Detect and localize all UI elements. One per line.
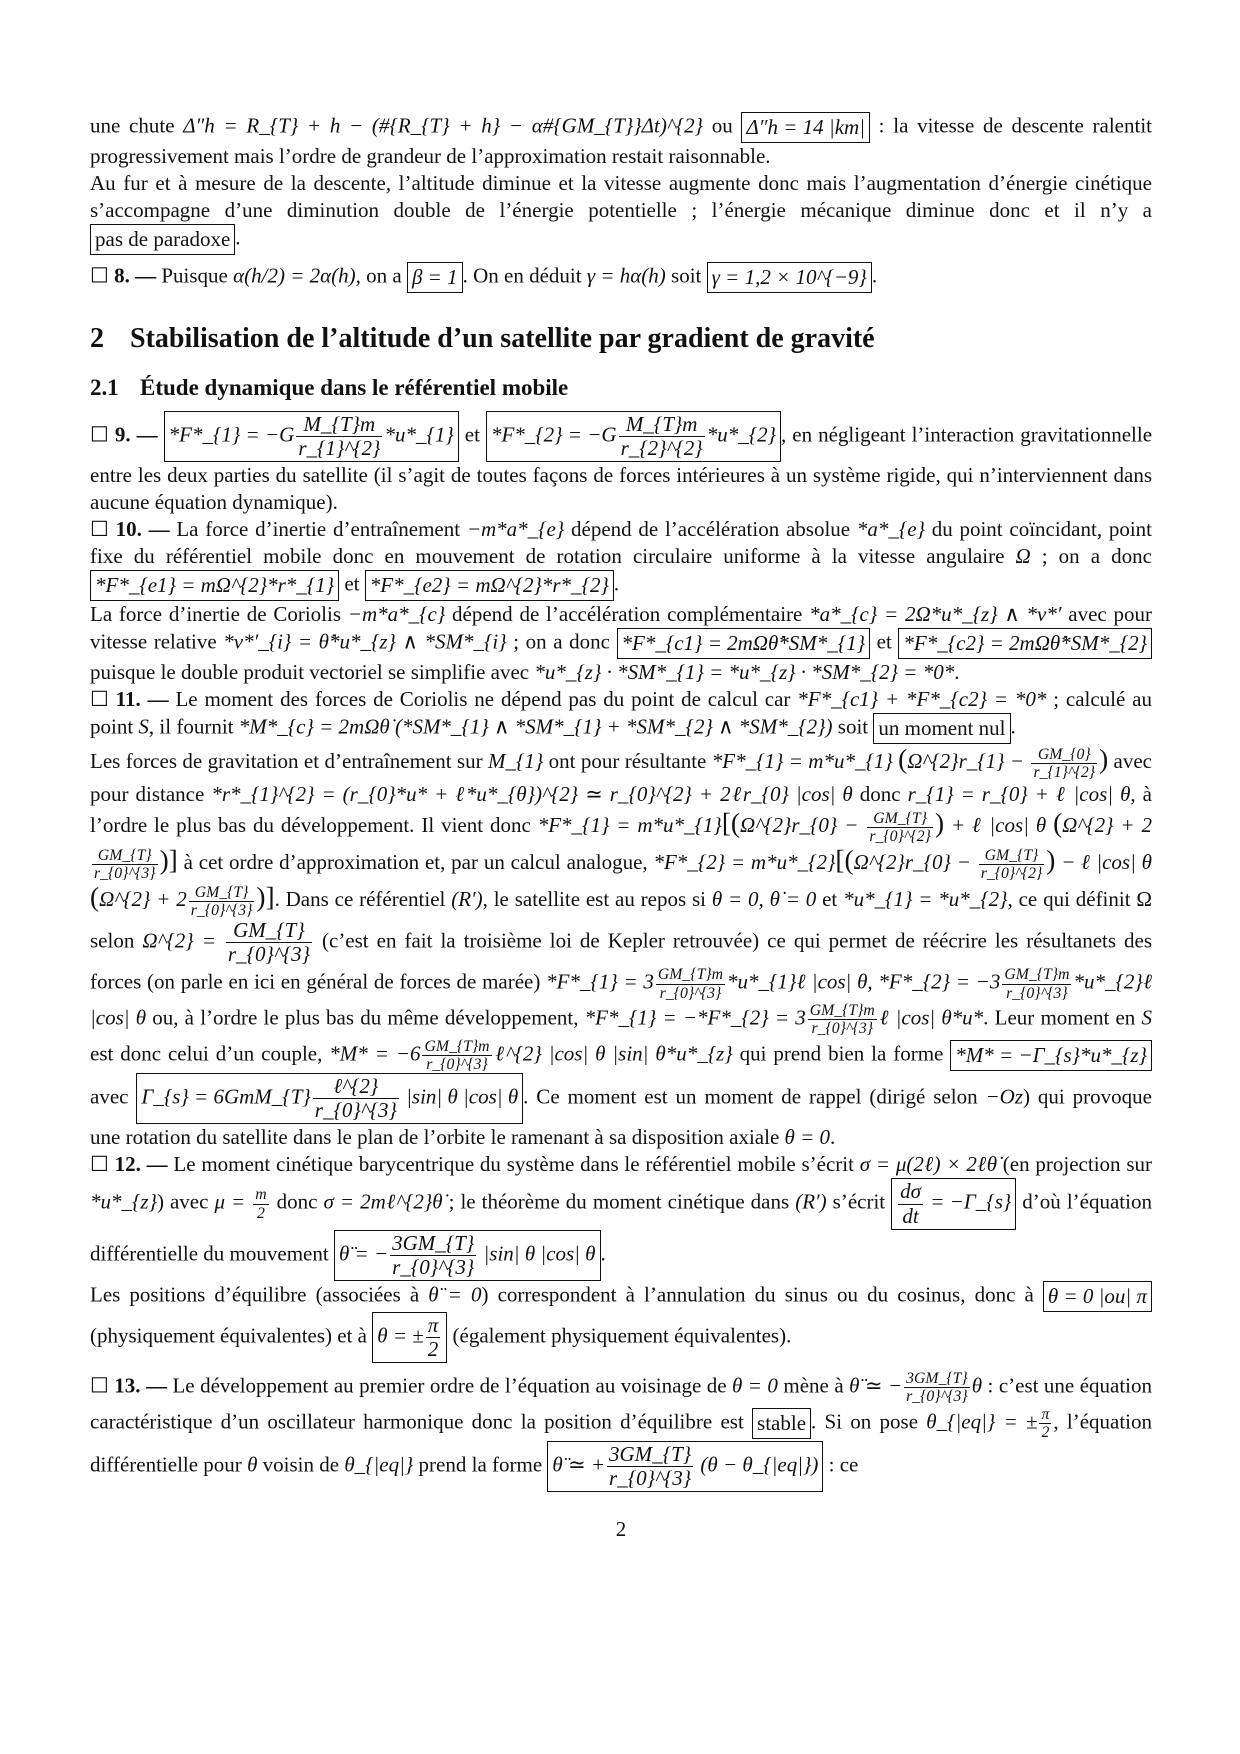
- math-expression: σ = μ(2ℓ) × 2ℓθ̇: [859, 1152, 998, 1177]
- math-expression: Γ_{s} = 6GmM_{T}: [141, 1084, 311, 1109]
- math-expression: Ω^{2} =: [142, 928, 224, 953]
- text-run: Les positions d’équilibre (associées à: [90, 1282, 429, 1307]
- fraction: [656, 966, 725, 1002]
- question-number: 9. —: [114, 422, 158, 447]
- text-run: : c’est une équation caractéristique d’un oscillateur harmonique donc la position d’équilibre est: [90, 1373, 1153, 1434]
- fraction-denominator: r_{0}^{3}: [609, 1466, 692, 1491]
- text-run: soit: [832, 714, 874, 739]
- fraction-denominator: r_{0}^{3}: [659, 984, 722, 1002]
- text-run: , ce qui définit Ω selon: [90, 887, 1153, 953]
- paragraph: [90, 262, 1152, 293]
- page-number: 2: [615, 1517, 627, 1542]
- text-run: , il fournit: [148, 714, 239, 739]
- text-run: . Leur moment en: [983, 1005, 1142, 1030]
- fraction-numerator: GM_{T}m: [809, 1002, 875, 1019]
- text-run: ; le théorème du moment cinétique dans: [442, 1189, 796, 1214]
- boxed-result: [136, 1073, 523, 1124]
- math-expression: ℓ |cos| θ*u*: [878, 1005, 984, 1030]
- fraction: [867, 810, 933, 846]
- math-expression: *a*_{c} = 2Ω*u*_{z} ∧ *v*′: [809, 602, 1062, 627]
- large-delimiter: ): [1046, 845, 1056, 876]
- boxed-result: [372, 1312, 447, 1363]
- text-run: ☐: [90, 517, 116, 542]
- math-expression: − ℓ |cos| θ: [1055, 850, 1153, 875]
- text-run: .: [1010, 714, 1016, 739]
- answers-section-2: [90, 411, 1152, 1492]
- math-expression: *F*_{2} = m*u*_{2}: [653, 850, 836, 875]
- fraction: [422, 1038, 491, 1074]
- text-run: , l’équation différentielle pour: [90, 1409, 1153, 1477]
- fraction: [898, 1180, 923, 1227]
- large-delimiter: )]: [159, 845, 178, 876]
- math-expression: r_{1} = r_{0} + ℓ |cos| θ: [907, 782, 1131, 807]
- math-expression: (R′): [451, 887, 483, 912]
- text-run: et: [870, 629, 899, 654]
- math-expression: S: [1141, 1005, 1152, 1030]
- text-run: voisin de: [257, 1452, 345, 1477]
- text-run: La force d’inertie d’entraînement: [169, 517, 467, 542]
- math-expression: Δ″h = 14 |km|: [746, 115, 865, 139]
- text-run: dépend de l’accélération complémentaire: [445, 602, 810, 627]
- math-expression: σ = 2mℓ^{2}θ̇: [323, 1189, 443, 1214]
- math-expression: θ̈ = 0: [428, 1282, 482, 1307]
- boxed-result: [547, 1441, 823, 1492]
- math-expression: *M*_{c} = 2mΩθ̇ (*SM*_{1} ∧ *SM*_{1} + *SM*_{2} ∧ *SM*_{2}): [238, 714, 833, 739]
- boxed-result: [90, 224, 235, 255]
- large-delimiter: (: [898, 744, 908, 775]
- fraction-numerator: M_{T}m: [296, 413, 382, 437]
- paragraph: [90, 1370, 1152, 1492]
- math-expression: β = 1: [411, 265, 458, 289]
- paragraph: [90, 170, 1152, 255]
- fraction-numerator: π: [1041, 1405, 1050, 1423]
- math-expression: |sin| θ |cos| θ: [400, 1084, 519, 1109]
- fraction-numerator: 3GM_{T}: [392, 1230, 475, 1255]
- math-expression: *F*_{1} = 3: [546, 970, 654, 994]
- text-run: .: [600, 1241, 606, 1266]
- subsection-title: Étude dynamique dans le référentiel mobile: [140, 375, 569, 400]
- text-run: ; calculé au point: [90, 687, 1152, 739]
- text-run: puisque le double produit vectoriel se simplifie avec: [90, 660, 535, 685]
- text-run: La force d’inertie de Coriolis: [90, 602, 348, 627]
- boxed-result: [741, 112, 870, 143]
- paragraph: [90, 112, 1152, 170]
- fraction-numerator: GM_{T}: [189, 884, 255, 902]
- subsection-number: 2.1: [90, 375, 119, 400]
- text-run: et: [339, 571, 365, 596]
- boxed-result: [334, 1230, 601, 1281]
- text-run: (c’est en fait la troisième loi de Kepler retrouvée) ce qui permet de réécrire les résultanets des forces (on parle en ici en général de forces de marée): [90, 928, 1153, 994]
- fraction-numerator: M_{T}m: [619, 413, 705, 437]
- math-expression: −m*a*_{c}: [347, 602, 446, 627]
- math-expression: *F*_{c1} = 2mΩθ̇*SM*_{1}: [621, 631, 866, 656]
- previous-answers: [90, 112, 1152, 293]
- text-run: à cet ordre d’approximation et, par un calcul analogue,: [177, 850, 654, 875]
- math-expression: θ = 0 |ou| π: [1047, 1283, 1147, 1308]
- fraction-numerator: π: [427, 1312, 439, 1337]
- math-expression: *v*′_{i} = θ̇*u*_{z} ∧ *SM*_{i}: [223, 629, 507, 654]
- large-delimiter: (: [90, 882, 100, 913]
- large-delimiter: ): [1099, 744, 1109, 775]
- text-run: s’écrit: [826, 1189, 892, 1214]
- text-run: (physiquement équivalentes) et à: [90, 1323, 373, 1348]
- question-number: 8. —: [114, 263, 157, 288]
- large-delimiter: )]: [256, 882, 275, 913]
- fraction: [979, 847, 1045, 883]
- fraction-numerator: m: [255, 1186, 267, 1204]
- math-expression: = −Γ_{s}: [925, 1189, 1012, 1214]
- text-run: ; on a donc: [1030, 544, 1152, 569]
- text-run: soit: [665, 263, 707, 288]
- math-expression: θ̈ = −: [338, 1241, 389, 1266]
- text-run: avec: [90, 1084, 137, 1109]
- fraction-denominator: 2: [257, 1204, 265, 1222]
- text-run: donc: [270, 1189, 324, 1214]
- text-run: donc: [852, 782, 908, 807]
- fraction: [296, 413, 382, 460]
- text-run: (également physiquement équivalentes).: [447, 1323, 792, 1348]
- fraction-denominator: dt: [902, 1203, 919, 1228]
- math-expression: Ω^{2}r_{1} −: [907, 749, 1030, 774]
- text-run: .: [954, 660, 960, 685]
- text-run: avec pour vitesse relative: [90, 602, 1152, 654]
- math-expression: *F*_{1} = −*F*_{2} = 3: [584, 1005, 806, 1030]
- fraction-numerator: GM_{T}: [867, 810, 933, 828]
- math-expression: Δ″h = R_{T} + h − (#{R_{T} + h} − α#{GM_{T}}Δt)^{2}: [183, 113, 703, 138]
- question-number: 13. —: [114, 1373, 168, 1398]
- fraction: [1031, 746, 1097, 782]
- boxed-result: [950, 1040, 1152, 1071]
- fraction-numerator: ℓ^{2}: [313, 1075, 399, 1099]
- math-expression: *u*_{2}ℓ |cos| θ: [90, 970, 1152, 1030]
- fraction-denominator: r_{1}^{2}: [298, 436, 381, 461]
- fraction: [189, 884, 255, 920]
- math-expression: −Oz: [985, 1084, 1023, 1109]
- math-expression: *F*_{1} = m*u*_{1}: [711, 749, 899, 774]
- fraction-numerator: GM_{T}: [979, 847, 1045, 865]
- fraction-denominator: r_{0}^{2}: [869, 827, 931, 845]
- section-heading: [90, 321, 1152, 357]
- fraction-denominator: r_{0}^{3}: [906, 1388, 968, 1406]
- math-expression: + ℓ |cos| θ: [944, 813, 1054, 838]
- text-run: prend la forme: [413, 1452, 548, 1477]
- boxed-result: [486, 411, 781, 462]
- fraction-denominator: r_{0}^{3}: [314, 1098, 397, 1123]
- math-expression: θ = 0: [784, 1125, 831, 1150]
- fraction-denominator: r_{2}^{2}: [620, 436, 703, 461]
- math-expression: α(h/2) = 2α(h): [233, 263, 356, 288]
- fraction: [226, 919, 312, 966]
- paragraph: [90, 1281, 1152, 1363]
- text-run: est donc celui d’un couple,: [90, 1041, 330, 1066]
- math-expression: *F*_{c2} = 2mΩθ̇*SM*_{2}: [903, 631, 1147, 656]
- math-expression: *F*_{2} = −G: [490, 422, 617, 447]
- boxed-result: [164, 411, 459, 462]
- text-run: .: [613, 571, 620, 596]
- fraction-numerator: GM_{0}: [1031, 746, 1097, 764]
- math-expression: Ω^{2} + 2: [1062, 813, 1153, 838]
- text-run: ont pour résultante: [543, 749, 712, 774]
- text-run: et: [816, 887, 844, 912]
- text-run: dépend de l’accélération absolue: [564, 517, 857, 542]
- math-expression: *F*_{c1} + *F*_{c2} = *0*: [797, 687, 1047, 712]
- question-number: 11. —: [115, 687, 169, 712]
- math-expression: Ω^{2} + 2: [99, 887, 187, 912]
- fraction: [390, 1232, 476, 1279]
- text-run: (en projection sur: [997, 1152, 1152, 1177]
- text-run: ou, à l’ordre le plus bas du même développement,: [146, 1005, 585, 1030]
- text-run: ☐: [90, 1373, 115, 1398]
- fraction-denominator: r_{0}^{3}: [811, 1020, 874, 1038]
- large-delimiter: [(: [835, 845, 854, 876]
- math-expression: *M* = −Γ_{s}*u*_{z}: [955, 1042, 1147, 1067]
- text-run: d’où l’équation différentielle du mouvement: [90, 1189, 1152, 1266]
- math-expression: *F*_{e2} = mΩ^{2}*r*_{2}: [369, 573, 609, 598]
- text-run: ou: [703, 113, 742, 138]
- boxed-result: [90, 570, 339, 601]
- fraction: [426, 1314, 441, 1361]
- text-run: un moment nul: [878, 716, 1006, 741]
- math-expression: |sin| θ |cos| θ: [478, 1241, 596, 1266]
- text-run: . Si on pose: [811, 1409, 927, 1434]
- fraction-numerator: GM_{T}: [92, 847, 158, 865]
- math-expression: γ = hα(h): [586, 263, 666, 288]
- boxed-result: [365, 570, 614, 601]
- boxed-result: [707, 262, 872, 293]
- fraction-denominator: 2: [1041, 1423, 1050, 1441]
- fraction-numerator: 3GM_{T}: [906, 1370, 968, 1387]
- math-expression: θ = ±: [377, 1323, 424, 1348]
- text-run: ) correspondent à l’annulation du sinus ou du cosinus, donc à: [481, 1282, 1043, 1307]
- text-run: qui prend bien la forme: [732, 1041, 951, 1066]
- text-run: mène à: [777, 1373, 850, 1398]
- text-run: une chute: [90, 113, 184, 138]
- fraction-denominator: r_{0}^{2}: [980, 864, 1043, 882]
- text-run: Le développement au premier ordre de l’équation au voisinage de: [167, 1373, 733, 1398]
- text-run: stable: [757, 1410, 807, 1435]
- math-expression: Ω^{2}r_{0} −: [853, 850, 977, 875]
- math-expression: γ = 1,2 × 10^{−9}: [711, 265, 867, 289]
- fraction-denominator: r_{0}^{3}: [227, 942, 310, 967]
- text-run: avec pour distance: [90, 749, 1152, 807]
- fraction-denominator: r_{1}^{2}: [1033, 763, 1096, 781]
- fraction: [253, 1186, 268, 1222]
- boxed-result: [752, 1408, 811, 1439]
- math-expression: μ =: [214, 1189, 252, 1214]
- math-expression: θ_{|eq|}: [344, 1452, 414, 1477]
- text-run: . On en déduit: [462, 263, 587, 288]
- fraction-numerator: GM_{T}m: [1004, 966, 1070, 984]
- text-run: ) qui provoque une rotation du satellite dans le plan de l’orbite le ramenant à sa disposition axiale: [90, 1084, 1152, 1150]
- section-number: 2: [90, 323, 104, 354]
- text-run: Le moment des forces de Coriolis ne dépend pas du point de calcul car: [168, 687, 798, 712]
- fraction-denominator: r_{0}^{3}: [426, 1055, 488, 1073]
- text-run: ☐: [90, 687, 116, 712]
- document-page: [90, 0, 1152, 1543]
- text-run: ) avec: [156, 1189, 215, 1214]
- large-delimiter: [(: [721, 808, 741, 839]
- text-run: . Dans ce référentiel: [274, 887, 452, 912]
- text-run: pas de paradoxe: [95, 227, 231, 251]
- fraction-denominator: r_{0}^{3}: [392, 1254, 475, 1279]
- fraction-denominator: r_{0}^{3}: [94, 864, 156, 882]
- paragraph: [90, 686, 1152, 744]
- math-expression: *F*_{1} = m*u*_{1}: [537, 813, 722, 838]
- boxed-result: [407, 262, 463, 293]
- math-expression: Ω^{2}r_{0} −: [740, 813, 866, 838]
- math-expression: θ̈ ≃ −: [849, 1373, 903, 1398]
- large-delimiter: ): [934, 808, 945, 839]
- fraction-denominator: r_{0}^{3}: [190, 901, 253, 919]
- fraction-numerator: 3GM_{T}: [609, 1442, 692, 1467]
- text-run: ; on a donc: [506, 629, 617, 654]
- text-run: ☐: [90, 422, 115, 447]
- paragraph: [90, 411, 1152, 516]
- text-run: .: [235, 225, 241, 250]
- paragraph: [90, 601, 1152, 686]
- fraction-numerator: GM_{T}: [226, 919, 312, 943]
- text-run: , à l’ordre le plus bas du développement. Il vient donc: [90, 782, 1152, 838]
- boxed-result: [873, 713, 1010, 744]
- math-expression: *M* = −6: [329, 1041, 421, 1066]
- text-run: : ce: [823, 1452, 859, 1477]
- math-expression: θ̈ ≃ +: [552, 1452, 606, 1477]
- fraction-numerator: GM_{T}m: [657, 966, 724, 984]
- fraction: [808, 1002, 877, 1038]
- section-title: Stabilisation de l’altitude d’un satellite par gradient de gravité: [130, 323, 875, 354]
- math-expression: *u*_{1}ℓ |cos| θ, *F*_{2} = −3: [727, 970, 1001, 994]
- math-expression: θ_{|eq|} = ±: [926, 1409, 1038, 1434]
- text-run: Le moment cinétique barycentrique du système dans le référentiel mobile s’écrit: [167, 1152, 860, 1177]
- math-expression: θ: [247, 1452, 258, 1477]
- math-expression: *F*_{1} = −G: [168, 422, 295, 447]
- math-expression: S: [138, 714, 149, 739]
- fraction: [313, 1075, 399, 1122]
- math-expression: *F*_{e1} = mΩ^{2}*r*_{1}: [95, 573, 335, 598]
- fraction: [619, 413, 705, 460]
- fraction: [92, 847, 158, 883]
- math-expression: −m*a*_{e}: [466, 517, 565, 542]
- fraction: [904, 1370, 970, 1406]
- text-run: et: [458, 422, 486, 447]
- math-expression: θ = 0, θ̇ = 0: [711, 887, 817, 912]
- text-run: ☐: [90, 263, 115, 288]
- math-expression: (θ − θ_{|eq|}): [695, 1452, 819, 1477]
- fraction-denominator: r_{0}^{3}: [1006, 984, 1068, 1002]
- fraction: [1039, 1406, 1051, 1442]
- large-delimiter: (: [1053, 808, 1063, 839]
- text-run: Au fur et à mesure de la descente, l’altitude diminue et la vitesse augmente donc mais l’augmentation d’énergie cinétique s’accompagne d’une diminution double de l’énergie potentielle ; l’énergie mécanique diminue donc et il n’y a: [90, 171, 1152, 222]
- boxed-result: [891, 1178, 1016, 1229]
- paragraph: [90, 744, 1152, 1151]
- text-run: Les forces de gravitation et d’entraînement sur: [90, 749, 488, 774]
- text-run: .: [871, 263, 878, 288]
- text-run: , en négligeant l’interaction gravitationnelle entre les deux parties du satellite (il s’agit de toutes façons de forces intérieures à un système rigide, qui n’interviennent dans aucune équation dynamique).: [90, 422, 1153, 515]
- paragraph: [90, 516, 1152, 601]
- subsection-heading: [90, 373, 1152, 403]
- math-expression: *r*_{1}^{2} = (r_{0}*u* + ℓ*u*_{θ})^{2} ≃ r_{0}^{2} + 2ℓr_{0} |cos| θ: [211, 782, 853, 807]
- fraction-denominator: 2: [427, 1336, 439, 1361]
- math-expression: M_{1}: [487, 749, 544, 774]
- text-run: . Ce moment est un moment de rappel (dirigé selon: [523, 1084, 986, 1109]
- question-number: 10. —: [115, 517, 170, 542]
- math-expression: θ: [971, 1373, 983, 1398]
- fraction-numerator: dσ: [900, 1179, 922, 1204]
- text-run: ☐: [90, 1152, 115, 1177]
- boxed-result: [617, 628, 871, 659]
- math-expression: θ = 0: [732, 1373, 778, 1398]
- math-expression: Ω: [1015, 544, 1031, 569]
- fraction: [1002, 966, 1071, 1002]
- text-run: du point coïncidant, point fixe du référentiel mobile donc en mouvement de rotation circulaire uniforme à la vitesse angulaire: [90, 517, 1152, 569]
- fraction-numerator: GM_{T}m: [424, 1037, 490, 1055]
- question-number: 12. —: [114, 1152, 168, 1177]
- text-run: , le satellite est au repos si: [482, 887, 712, 912]
- math-expression: *u*_{1}: [384, 422, 454, 447]
- text-run: : la vitesse de descente ralentit progressivement mais l’ordre de grandeur de l’approximation restait raisonnable.: [90, 113, 1153, 168]
- fraction: [607, 1443, 693, 1490]
- math-expression: *u*_{z} · *SM*_{1} = *u*_{z} · *SM*_{2} = *0*: [534, 660, 955, 685]
- text-run: , on a: [355, 263, 407, 288]
- math-expression: *u*_{1} = *u*_{2}: [843, 887, 1008, 912]
- boxed-result: [898, 628, 1152, 659]
- boxed-result: [1043, 1281, 1152, 1312]
- text-run: Puisque: [156, 263, 234, 288]
- math-expression: *u*_{2}: [706, 422, 776, 447]
- paragraph: [90, 1151, 1152, 1280]
- math-expression: ℓ^{2} |cos| θ |sin| θ*u*_{z}: [493, 1041, 733, 1066]
- math-expression: *a*_{e}: [856, 517, 925, 542]
- math-expression: *u*_{z}: [90, 1189, 157, 1214]
- math-expression: (R′): [795, 1189, 827, 1214]
- text-run: .: [830, 1125, 836, 1150]
